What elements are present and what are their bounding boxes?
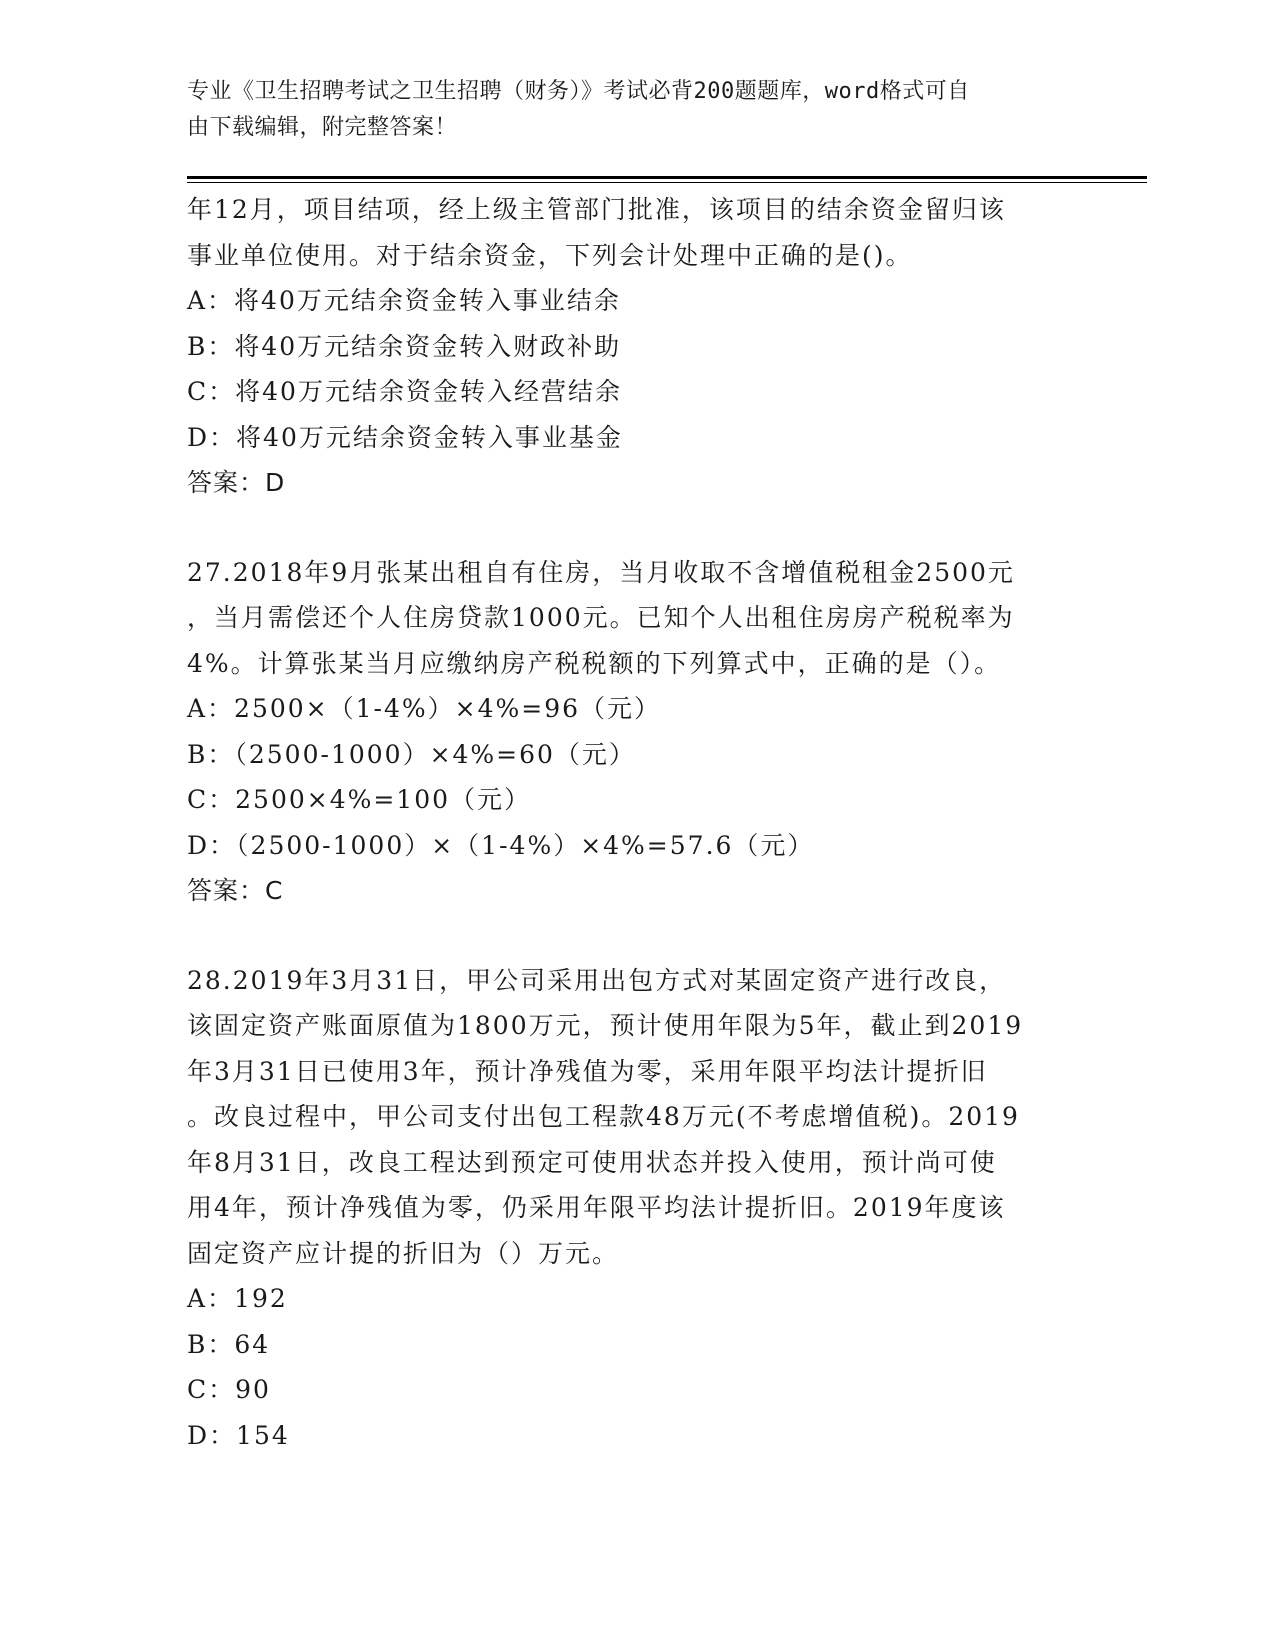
question-stem-line: ，当月需偿还个人住房贷款1000元。已知个人出租住房房产税税率为	[187, 603, 1015, 632]
question-stem-line: 27.2018年9月张某出租自有住房，当月收取不含增值税租金2500元	[187, 557, 1015, 587]
option-a: A：192	[187, 1284, 288, 1313]
question-stem-line: 固定资产应计提的折旧为（）万元。	[187, 1238, 620, 1268]
document-header	[187, 74, 1067, 146]
spacer	[187, 914, 1087, 958]
option-b: B：（2500-1000）×4%=60（元）	[187, 739, 636, 769]
option-a: A：将40万元结余资金转入事业结余	[187, 286, 621, 315]
header-line: 由下载编辑，附完整答案！	[187, 115, 458, 140]
option-d: D：（2500-1000）×（1-4%）×4%=57.6（元）	[187, 830, 815, 860]
header-divider-thin	[187, 182, 1147, 183]
question-27	[187, 550, 1087, 914]
question-stem-line: 用4年，预计净残值为零，仍采用年限平均法计提折旧。2019年度该	[187, 1193, 1006, 1222]
header-divider	[187, 176, 1147, 179]
header-line: 专业《卫生招聘考试之卫生招聘（财务）》考试必背200题题库，word格式可自	[187, 79, 970, 104]
question-stem-line: 年12月，项目结项，经上级主管部门批准，该项目的结余资金留归该	[187, 195, 1006, 224]
option-a: A：2500×（1-4%）×4%=96（元）	[187, 694, 662, 723]
option-c: C：2500×4%=100（元）	[187, 785, 532, 814]
question-stem-line: 。改良过程中，甲公司支付出包工程款48万元(不考虑增值税)。2019	[187, 1102, 1020, 1131]
option-d: D：154	[187, 1420, 290, 1450]
document-body	[187, 187, 1087, 1458]
option-b: B：64	[187, 1329, 271, 1359]
question-stem-line: 28.2019年3月31日，甲公司采用出包方式对某固定资产进行改良，	[187, 965, 1007, 995]
option-b: B：将40万元结余资金转入财政补助	[187, 331, 622, 361]
option-c: C：90	[187, 1375, 271, 1404]
spacer	[187, 506, 1087, 550]
question-28	[187, 958, 1087, 1459]
answer-label: 答案：D	[187, 468, 286, 497]
option-d: D：将40万元结余资金转入事业基金	[187, 422, 623, 452]
question-stem-line: 4%。计算张某当月应缴纳房产税税额的下列算式中，正确的是（）。	[187, 648, 1002, 678]
option-c: C：将40万元结余资金转入经营结余	[187, 377, 622, 406]
answer-label: 答案：C	[187, 876, 284, 905]
question-stem-line: 年3月31日已使用3年，预计净残值为零，采用年限平均法计提折旧	[187, 1056, 988, 1086]
question-stem-line: 年8月31日，改良工程达到预定可使用状态并投入使用，预计尚可使	[187, 1147, 997, 1177]
question-stem-line: 该固定资产账面原值为1800万元，预计使用年限为5年，截止到2019	[187, 1011, 1024, 1040]
question-stem-line: 事业单位使用。对于结余资金，下列会计处理中正确的是()。	[187, 240, 913, 270]
question-26	[187, 187, 1087, 506]
